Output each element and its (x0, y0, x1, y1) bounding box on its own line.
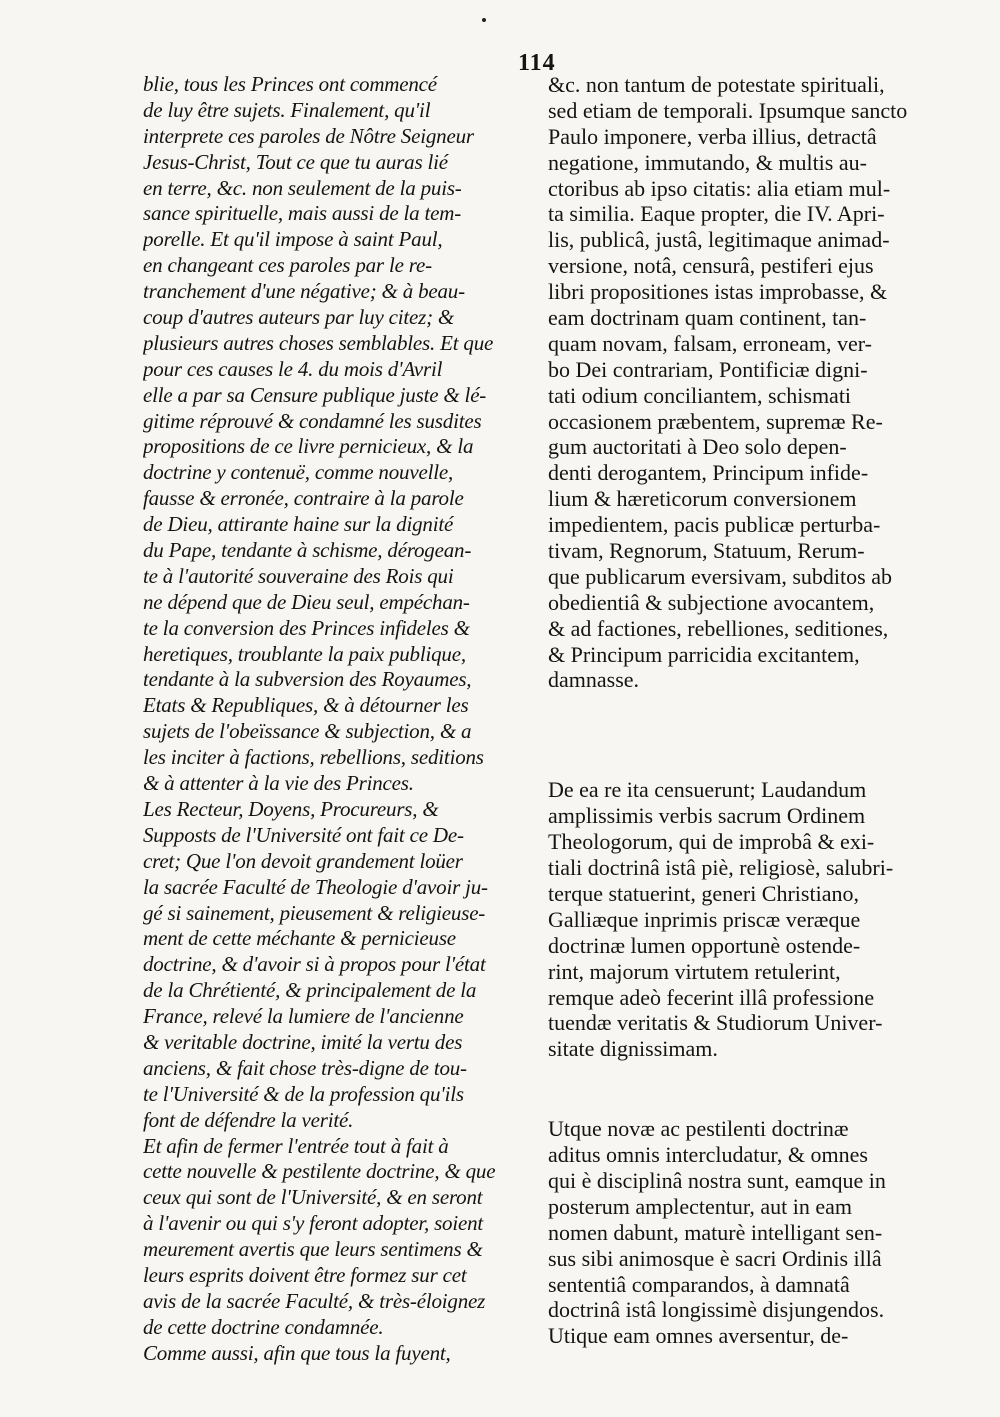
text-line: à l'avenir ou qui s'y feront adopter, soient (143, 1211, 484, 1236)
text-line: sus sibi animosque è sacri Ordinis illâ (548, 1245, 882, 1271)
text-line: du Pape, tendante à schisme, dérogean- (143, 538, 472, 563)
text-line: versione, notâ, censurâ, pestiferi ejus (548, 253, 874, 279)
text-line: meurement avertis que leurs sentimens & (143, 1237, 483, 1262)
text-line: doctrinâ istâ longissimè disjungendos. (548, 1297, 885, 1323)
text-line: gé si sainement, pieusement & religieuse- (143, 900, 486, 925)
text-line: ment de cette méchante & pernicieuse (143, 926, 456, 951)
text-line: tati odium conciliantem, schismati (548, 382, 852, 408)
text-line: libri propositiones istas improbasse, & (548, 279, 888, 305)
text-line: Supposts de l'Université ont fait ce De- (143, 822, 464, 847)
text-line: qui è disciplinâ nostra sunt, eamque in (548, 1167, 886, 1193)
text-line: font de défendre la verité. (143, 1107, 354, 1132)
text-line: sententiâ comparandos, à damnatâ (548, 1271, 850, 1297)
text-line: nomen dabunt, maturè intelligant sen- (548, 1219, 883, 1245)
text-line: en terre, &c. non seulement de la puis- (143, 175, 462, 200)
latin-paragraph-3 (548, 1116, 928, 1349)
text-line: aditus omnis intercludatur, & omnes (548, 1142, 868, 1168)
text-line: propositions de ce livre pernicieux, & la (143, 434, 474, 459)
text-line: gum auctoritati à Deo solo depen- (548, 434, 847, 460)
text-line: & à attenter à la vie des Princes. (143, 771, 414, 796)
text-line: de cette doctrine condamnée. (143, 1314, 384, 1339)
text-line: que publicarum eversivam, subditos ab (548, 563, 892, 589)
text-line: Etats & Republiques, & à détourner les (143, 693, 469, 718)
text-line: damnasse. (548, 667, 640, 693)
text-line: amplissimis verbis sacrum Ordinem (548, 803, 866, 829)
text-line: ta similia. Eaque propter, die IV. Apri- (548, 201, 885, 227)
text-line: & ad factiones, rebelliones, seditiones, (548, 615, 889, 641)
latin-paragraph-1 (548, 72, 928, 693)
text-line: pour ces causes le 4. du mois d'Avril (143, 356, 443, 381)
text-line: cette nouvelle & pestilente doctrine, & que (143, 1159, 496, 1184)
text-line: & Principum parricidia excitantem, (548, 641, 860, 667)
text-line: ceux qui sont de l'Université, & en seront (143, 1185, 483, 1210)
text-line: Utque novæ ac pestilenti doctrinæ (548, 1116, 849, 1142)
text-line: doctrine, & d'avoir si à propos pour l'état (143, 952, 486, 977)
text-line: lium & hæreticorum conversionem (548, 486, 857, 512)
paragraph-gap (548, 1062, 928, 1116)
text-line: France, relevé la lumiere de l'ancienne (143, 1004, 464, 1029)
text-line: sed etiam de temporali. Ipsumque sancto (548, 97, 908, 123)
text-line: sujets de l'obeïssance & subjection, & a (143, 719, 472, 744)
text-line: gitime réprouvé & condamné les susdites (143, 408, 482, 433)
text-line: De ea re ita censuerunt; Laudandum (548, 777, 867, 803)
text-line: ctoribus ab ipso citatis: alia etiam mul- (548, 175, 891, 201)
text-line: heretiques, troublante la paix publique, (143, 641, 466, 666)
latin-paragraph-2 (548, 777, 928, 1062)
text-line: &c. non tantum de potestate spirituali, (548, 72, 885, 97)
text-line: cret; Que l'on devoit grandement loüer (143, 848, 463, 873)
left-column-french (143, 72, 531, 1367)
text-line: Les Recteur, Doyens, Procureurs, & (143, 796, 439, 821)
text-line: te la conversion des Princes infideles & (143, 615, 470, 640)
text-line: Et afin de fermer l'entrée tout à fait à (143, 1133, 449, 1158)
text-line: Utique eam omnes aversentur, de- (548, 1323, 849, 1349)
text-line: les inciter à factions, rebellions, seditions (143, 745, 484, 770)
text-line: Comme aussi, afin que tous la fuyent, (143, 1340, 451, 1365)
text-line: denti derogantem, Principum infide- (548, 460, 869, 486)
text-line: obedientiâ & subjectione avocantem, (548, 589, 875, 615)
page-number: 114 (518, 50, 556, 76)
text-line: Galliæque inprimis priscæ veræque (548, 906, 861, 932)
text-line: eam doctrinam quam continent, tan- (548, 305, 867, 331)
text-line: tiali doctrinâ istâ piè, religiosè, salubri- (548, 855, 894, 881)
text-line: ne dépend que de Dieu seul, empéchan- (143, 589, 470, 614)
text-line: & veritable doctrine, imité la vertu des (143, 1029, 463, 1054)
paragraph-gap (548, 693, 928, 777)
text-line: porelle. Et qu'il impose à saint Paul, (143, 227, 443, 252)
printer-mark (482, 18, 486, 22)
text-line: doctrinæ lumen opportunè ostende- (548, 932, 861, 958)
text-line: tivam, Regnorum, Statuum, Rerum- (548, 538, 865, 564)
text-line: occasionem præbentem, supremæ Re- (548, 408, 883, 434)
text-line: fausse & erronée, contraire à la parole (143, 486, 464, 511)
text-line: posterum amplectentur, aut in eam (548, 1193, 852, 1219)
text-line: doctrine y contenuë, comme nouvelle, (143, 460, 454, 485)
text-line: Paulo imponere, verba illius, detractâ (548, 123, 877, 149)
text-line: tendante à la subversion des Royaumes, (143, 667, 472, 692)
right-column-latin (548, 72, 928, 1349)
text-line: te à l'autorité souveraine des Rois qui (143, 563, 454, 588)
text-line: elle a par sa Censure publique juste & lé- (143, 382, 487, 407)
text-line: negatione, immutando, & multis au- (548, 149, 867, 175)
text-line: Jesus-Christ, Tout ce que tu auras lié (143, 149, 448, 174)
text-line: de luy être sujets. Finalement, qu'il (143, 97, 431, 122)
text-line: avis de la sacrée Faculté, & très-éloignez (143, 1288, 486, 1313)
text-line: te l'Université & de la profession qu'ils (143, 1081, 464, 1106)
text-line: coup d'autres auteurs par luy citez; & (143, 305, 455, 330)
text-line: blie, tous les Princes ont commencé (143, 72, 437, 96)
text-line: quam novam, falsam, erroneam, ver- (548, 330, 872, 356)
text-line: de Dieu, attirante haine sur la dignité (143, 512, 454, 537)
text-line: tuendæ veritatis & Studiorum Univer- (548, 1010, 883, 1036)
text-line: sance spirituelle, mais aussi de la tem- (143, 201, 462, 226)
text-line: rint, majorum virtutem retulerint, (548, 958, 841, 984)
text-line: terque statuerint, generi Christiano, (548, 880, 859, 906)
text-line: anciens, & fait chose très-digne de tou- (143, 1055, 467, 1080)
text-line: lis, publicâ, justâ, legitimaque animad- (548, 227, 890, 253)
text-line: tranchement d'une négative; & à beau- (143, 279, 465, 304)
text-line: leurs esprits doivent être formez sur cet (143, 1262, 467, 1287)
text-line: en changeant ces paroles par le re- (143, 253, 432, 278)
text-line: bo Dei contrariam, Pontificiæ digni- (548, 356, 868, 382)
text-line: sitate dignissimam. (548, 1036, 718, 1062)
text-line: plusieurs autres choses semblables. Et que (143, 330, 494, 355)
text-line: remque adeò fecerint illâ professione (548, 984, 875, 1010)
text-line: la sacrée Faculté de Theologie d'avoir ju- (143, 874, 488, 899)
text-line: de la Chrétienté, & principalement de la (143, 978, 477, 1003)
text-line: interprete ces paroles de Nôtre Seigneur (143, 123, 474, 148)
text-line: impedientem, pacis publicæ perturba- (548, 512, 881, 538)
text-line: Theologorum, qui de improbâ & exi- (548, 829, 875, 855)
